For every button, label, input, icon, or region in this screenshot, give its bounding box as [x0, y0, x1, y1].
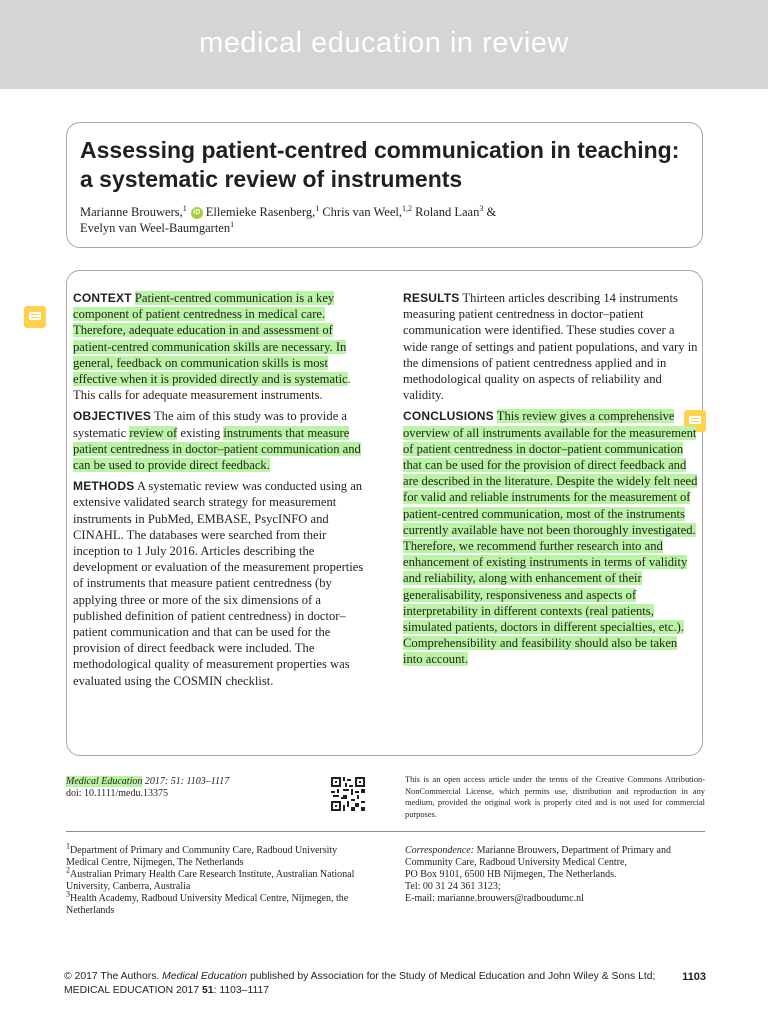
paragraph-text: The aim of this study was to provide a systematic	[73, 409, 348, 440]
license-statement: This is an open access article under the terms of the Creative Commons Attribution-NonCommercial License, which permits use, distribution and reproduction in any medium, provided the original work is properly cited and is not used for commercial purposes.	[405, 775, 705, 819]
affiliation-item	[66, 865, 366, 893]
title-line-2: a systematic review of instruments	[80, 166, 463, 192]
section-heading: CONTEXT	[73, 291, 132, 305]
article-title	[80, 136, 700, 194]
abstract-conclusions	[403, 408, 699, 667]
author-affiliation: 1	[182, 203, 187, 213]
journal-volume-line	[64, 984, 706, 998]
affiliation-item	[66, 889, 366, 917]
abstract-left-column	[73, 290, 369, 694]
author-name: Chris van Weel,	[322, 205, 402, 219]
author-name: Marianne Brouwers,	[80, 205, 183, 219]
journal-name: Medical Education	[66, 776, 143, 787]
author-affiliation: 1	[315, 203, 320, 213]
abstract-methods	[73, 478, 369, 689]
correspondence-phone: Tel: 00 31 24 361 3123;	[405, 881, 501, 892]
title-line-1: Assessing patient-centred communication in teaching:	[80, 137, 680, 163]
banner-title: medical education in review	[199, 27, 569, 59]
copyright-journal: Medical Education	[162, 971, 248, 982]
author-name: Ellemieke Rasenberg,	[205, 205, 316, 219]
paragraph-text: . This calls for adequate measurement instruments.	[73, 372, 351, 403]
page-footer	[64, 970, 706, 998]
paragraph-text: A systematic review was conducted using an extensive validated search strategy for measurement instruments in PubMed, EMBASE, PsycINFO and CINAHL. The databases were searched from their inception to 1 July 2016. Articles describing the development or evaluation of the measurement properties of instruments that measure patient centredness (by applying three or more of the six dimensions of a published definition of patient centredness) in doctor–patient communication and that can be used for the provision of direct feedback were included. The methodological quality of measurement properties was evaluated using the COSMIN checklist.	[73, 479, 364, 688]
author-list	[80, 204, 700, 236]
author-name: Roland Laan	[415, 205, 480, 219]
orcid-icon[interactable]: iD	[191, 207, 203, 219]
paragraph-text: Thirteen articles describing 14 instruments measuring patient centredness in doctor–patient communication were identified. These studies cover a wide range of settings and patient populations, and vary in the dimensions of patient centredness applied and in methodological quality on aspects of reliability and validity.	[403, 291, 698, 403]
highlighted-text[interactable]: This review gives a comprehensive overview of all instruments available for the measurement of patient centredness in doctor–patient communication that can be used for the provision of direct feedback and are described in the literature. Despite the widely felt need for valid and reliable instruments for the measurement of patient-centred communication, most of the instruments currently available have not been thoroughly investigated. Therefore, we recommend further research into and enhancement of existing instruments in terms of validity and reliability, along with enhancement of their generalisability, responsiveness and aspects of interpretability in different contexts (real patients, simulated patients, doctors in different specialties, etc.). Comprehensibility and feasibility should also be taken into account.	[403, 409, 698, 667]
author-name: Evelyn van Weel-Baumgarten	[80, 221, 231, 235]
copyright-line	[64, 970, 655, 984]
correspondence-label: Correspondence:	[405, 845, 475, 856]
journal-section-banner	[0, 0, 768, 89]
abstract-results	[403, 290, 699, 403]
footer-volume: 51	[202, 985, 214, 996]
footer-pages: : 1103–1117	[213, 985, 270, 996]
correspondence-email[interactable]: E-mail: marianne.brouwers@radboudumc.nl	[405, 893, 584, 904]
paragraph-text: existing	[177, 425, 224, 440]
abstract-objectives	[73, 408, 369, 473]
abstract-right-column	[403, 290, 699, 673]
citation-text: 2017: 51: 1103–1117	[142, 776, 230, 787]
affiliations	[66, 841, 366, 917]
divider	[66, 831, 705, 832]
correspondence	[405, 845, 705, 905]
doi[interactable]: doi: 10.1111/medu.13375	[66, 788, 168, 799]
affiliation-number: 2	[66, 865, 70, 875]
affiliation-number: 1	[66, 841, 70, 851]
page-number: 1103	[682, 971, 706, 983]
highlighted-text[interactable]: instruments that measure patient centredness in doctor–patient communication and can be used to provide direct feedback.	[73, 425, 361, 473]
journal-citation	[66, 776, 326, 800]
correspondence-text: Marianne Brouwers, Department of Primary and Community Care, Radboud University Medical Centre,	[405, 845, 671, 868]
section-heading: CONCLUSIONS	[403, 409, 494, 424]
affiliation-item	[66, 841, 366, 869]
abstract-context	[73, 290, 369, 403]
footer-journal: MEDICAL EDUCATION 2017	[64, 985, 202, 996]
copyright-text: published by Association for the Study of Medical Education and John Wiley & Sons Ltd;	[247, 971, 656, 982]
copyright-text: © 2017 The Authors.	[64, 971, 163, 982]
affiliation-text: Department of Primary and Community Care, Radboud University Medical Centre, Nijmegen, The Netherlands	[66, 845, 338, 868]
highlighted-text[interactable]: Patient-centred communication is a key component of patient centredness in medical care. Therefore, adequate education in and assessment of patient-centred communication skills are necessary. In general, feedback on communication skills is most effective when it is provided directly and is systematic	[73, 291, 348, 387]
section-heading: RESULTS	[403, 291, 460, 305]
affiliation-text: Australian Primary Health Care Research Institute, Australian National University, Canberra, Australia	[66, 869, 355, 892]
correspondence-address: PO Box 9101, 6500 HB Nijmegen, The Netherlands.	[405, 869, 617, 880]
author-affiliation: 1	[230, 219, 235, 229]
qr-code-icon[interactable]	[331, 777, 365, 811]
section-heading: METHODS	[73, 479, 135, 494]
highlighted-text[interactable]: review of	[129, 425, 178, 440]
author-separator: &	[483, 205, 497, 219]
affiliation-number: 3	[66, 889, 70, 899]
author-affiliation: 3	[479, 203, 484, 213]
annotation-note-icon[interactable]	[24, 306, 46, 328]
section-heading: OBJECTIVES	[73, 409, 152, 424]
affiliation-text: Health Academy, Radboud University Medical Centre, Nijmegen, the Netherlands	[66, 893, 349, 916]
author-affiliation: 1,2	[402, 203, 412, 213]
